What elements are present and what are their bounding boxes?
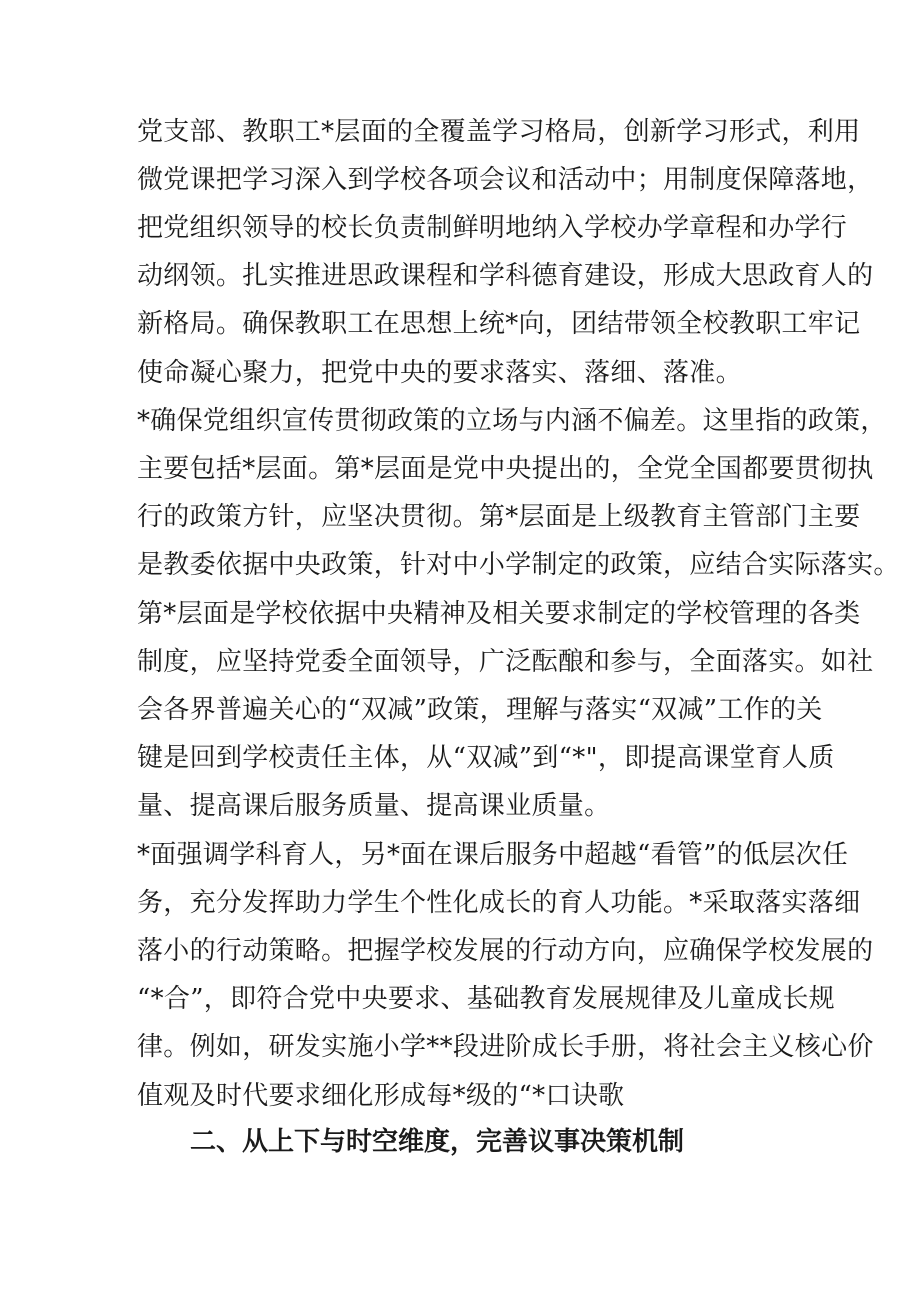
text-line: 动纲领。扎实推进思政课程和学科德育建设，形成大思政育人的	[137, 261, 874, 291]
text-line: 键是回到学校责任主体，从“双减”到“*"，即提高课堂育人质	[137, 743, 835, 773]
text-line: 制度，应坚持党委全面领导，广泛酝酿和参与，全面落实。如社	[137, 647, 874, 677]
text-line: “*合”，即符合党中央要求、基础教育发展规律及儿童成长规	[137, 984, 835, 1014]
text-line: 第*层面是学校依据中央精神及相关要求制定的学校管理的各类	[137, 599, 861, 629]
text-line: 新格局。确保教职工在思想上统*向，团结带领全校教职工牢记	[137, 309, 861, 339]
text-line: 会各界普遍关心的“双减”政策，理解与落实“双减”工作的关	[137, 695, 823, 725]
text-line: 量、提高课后服务质量、提高课业质量。	[137, 791, 611, 821]
text-line: 是教委依据中央政策，针对中小学制定的政策，应结合实际落实。	[137, 550, 900, 580]
text-line: 微党课把学习深入到学校各项会议和活动中；用制度保障落地，	[137, 165, 874, 195]
text-line: 党支部、教职工*层面的全覆盖学习格局，创新学习形式，利用	[137, 117, 861, 147]
text-line: 把党组织领导的校长负责制鲜明地纳入学校办学章程和办学行	[137, 213, 848, 243]
section-heading: 二、从上下与时空维度，完善议事决策机制	[190, 1127, 685, 1157]
text-line: 值观及时代要求细化形成每*级的“*口诀歌	[137, 1081, 625, 1111]
text-line: 行的政策方针，应坚决贯彻。第*层面是上级教育主管部门主要	[137, 502, 861, 532]
text-line: 务，充分发挥助力学生个性化成长的育人功能。*采取落实落细	[137, 888, 861, 918]
text-line: 使命凝心聚力，把党中央的要求落实、落细、落准。	[137, 358, 742, 388]
text-line: *面强调学科育人，另*面在课后服务中超越“看管”的低层次任	[137, 840, 849, 870]
text-line: 主要包括*层面。第*层面是党中央提出的，全党全国都要贯彻执	[137, 454, 874, 484]
text-line: 律。例如，研发实施小学**段进阶成长手册，将社会主义核心价	[137, 1032, 874, 1062]
text-line: 落小的行动策略。把握学校发展的行动方向，应确保学校发展的	[137, 936, 874, 966]
text-line: *确保党组织宣传贯彻政策的立场与内涵不偏差。这里指的政策，	[137, 406, 887, 436]
